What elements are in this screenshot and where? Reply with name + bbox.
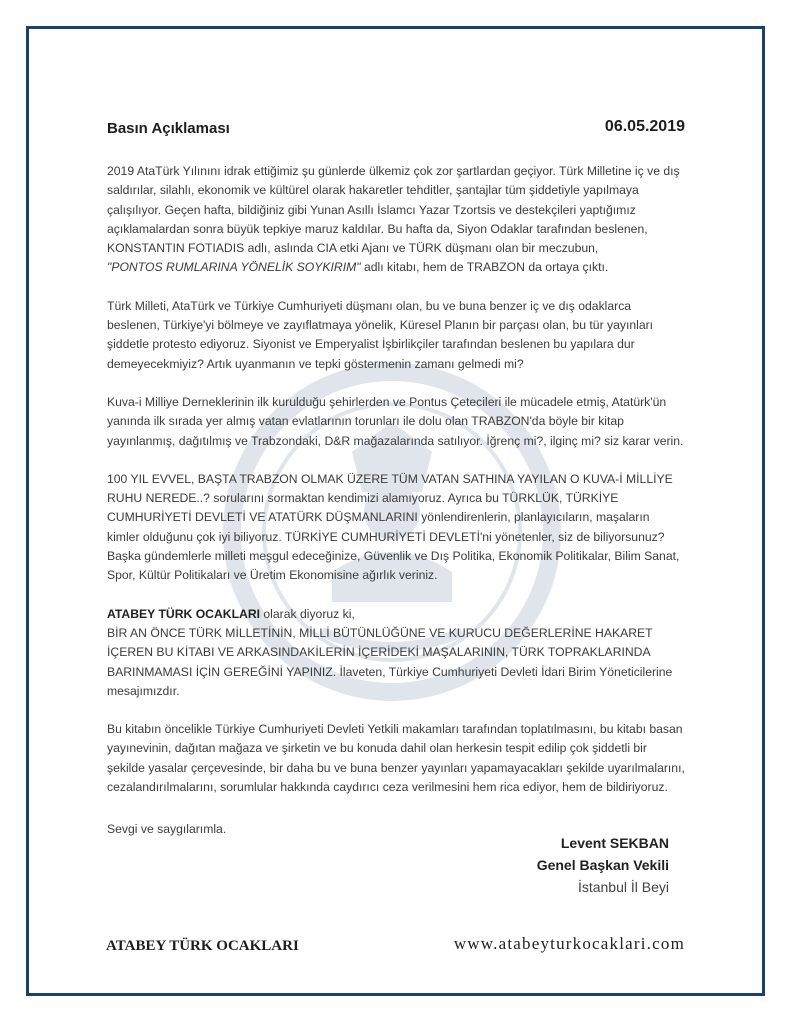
paragraph-4: 100 YIL EVVEL, BAŞTA TRABZON OLMAK ÜZERE TÜM VATAN SATHINA YAYILAN O KUVA-İ MİLLİYE RUHU NEREDE..? sorularını sormaktan kendimizi alamıyoruz. Ayrıca bu TÜRKLÜK, TÜRKİYE CUMHURİYETİ DEVLETİ VE ATATÜRK DÜŞMANLARINI yönlendirenlerin, planlayıcıların, maşaların kimler olduğunu çok iyi biliyoruz. TÜRKİYE CUMHURİYETİ DEVLETİ'ni yönetenler, siz de biliyorsunuz? Başka gündemlerle milleti meşgul edeceğinize, Güvenlik ve Dış Politika, Ekonomik Politikalar, Bilim Sanat, Spor, Kültür Politikaları ve Üretim Ekonomisine ağırlık veriniz.: [107, 471, 680, 583]
press-release-body: [107, 162, 685, 816]
signature-title: Genel Başkan Vekili: [536, 857, 669, 873]
paragraph-3: Kuva-i Milliye Derneklerinin ilk kurulduğu şehirlerden ve Pontus Çetecileri ile mücadele etmiş, Atatürk'ün yanında ilk sırada yer almış vatan evlatlarının torunları ile dolu olan TRABZON'da böyle bir kitap yayınlanmış, dağıtılmış ve Trabzondaki, D&R mağazalarında satılıyor. İğrenç mi?, ilginç mi? siz karar verin.: [107, 394, 684, 448]
paragraph-5-lead: olarak diyoruz ki,: [260, 606, 355, 621]
paragraph-5: [107, 605, 685, 701]
signature-block: [537, 832, 669, 898]
organization-name: ATABEY TÜRK OCAKLARI: [107, 606, 261, 621]
paragraph-1-tail: adlı kitabı, hem de TRABZON da ortaya çıktı.: [360, 260, 609, 275]
book-title-quote: "PONTOS RUMLARINA YÖNELİK SOYKIRIM": [107, 260, 361, 275]
header-title: Basın Açıklaması: [107, 120, 230, 137]
closing-text: Sevgi ve saygılarımla.: [107, 822, 227, 836]
paragraph-6: Bu kitabın öncelikle Türkiye Cumhuriyeti Devleti Yetkili makamları tarafından toplatılmasını, bu kitabı basan yayınevinin, dağıtan mağaza ve şirketin ve bu konuda dahil olan herkesin tespit edilip çok şiddetli bir şekilde yasalar çerçevesinde, bir daha bu ve buna benzer yayınları yapamayacakları şekilde uyarılmalarını, cezalandırılmalarını, sorumlular hakkında caydırıcı ceza verilmesini hem rica ediyor, hem de bildiriyoruz.: [107, 722, 685, 795]
footer-website-link[interactable]: www.atabeyturkocaklari.com: [453, 934, 685, 953]
paragraph-1: [107, 162, 685, 278]
paragraph-5-body: BİR AN ÖNCE TÜRK MİLLETİNİN, MİLLİ BÜTÜNLÜĞÜNE VE KURUCU DEĞERLERİNE HAKARET İÇEREN BU KİTABI VE ARKASINDAKİLERİN İÇERİDEKİ MAŞALARININ, TÜRK TOPRAKLARINDA BARINMAMASI İÇİN GEREĞİNİ YAPINIZ. İlaveten, Türkiye Cumhuriyeti Devleti İdari Birim Yöneticilerine mesajımızdır.: [107, 625, 673, 698]
signature-name: Levent SEKBAN: [560, 835, 669, 851]
paragraph-2: Türk Milleti, AtaTürk ve Türkiye Cumhuriyeti düşmanı olan, bu ve buna benzer iç ve dış odaklarca beslenen, Türkiye'yi bölmeye ve zayıflatmaya yönelik, Küresel Planın bir parçası olan, bu tür yayınları şiddetle protesto ediyoruz. Siyonist ve Emperyalist İşbirlikçiler tarafından beslenen bu yapılara dur demeyecekmiyiz? Artık uyanmanın ve tepki göstermenin zamanı gelmedi mi?: [107, 298, 654, 371]
footer-organization: ATABEY TÜRK OCAKLARI: [106, 938, 299, 954]
paragraph-1-text: 2019 AtaTürk Yılınını idrak ettiğimiz şu günlerde ülkemiz çok zor şartlardan geçiyor. Türk Milletine iç ve dış saldırılar, silahlı, ekonomik ve kültürel olarak hakaretler tehditler, şantajlar tüm şiddetiyle yapılmaya çalışılıyor. Geçen hafta, bildiğiniz gibi Yunan Asıllı İslamcı Yazar Tzortsis ve destekçileri yaptığımız açıklamalardan sonra büyük tepkiye maruz kaldılar. Bu hafta da, Siyon Odaklar tarafından beslenen, KONSTANTIN FOTIADIS adlı, aslında CIA etki Ajanı ve TÜRK düşmanı olan bir meczubun,: [107, 164, 680, 256]
signature-role: İstanbul İl Beyi: [577, 879, 669, 895]
header-date: 06.05.2019: [604, 118, 685, 135]
